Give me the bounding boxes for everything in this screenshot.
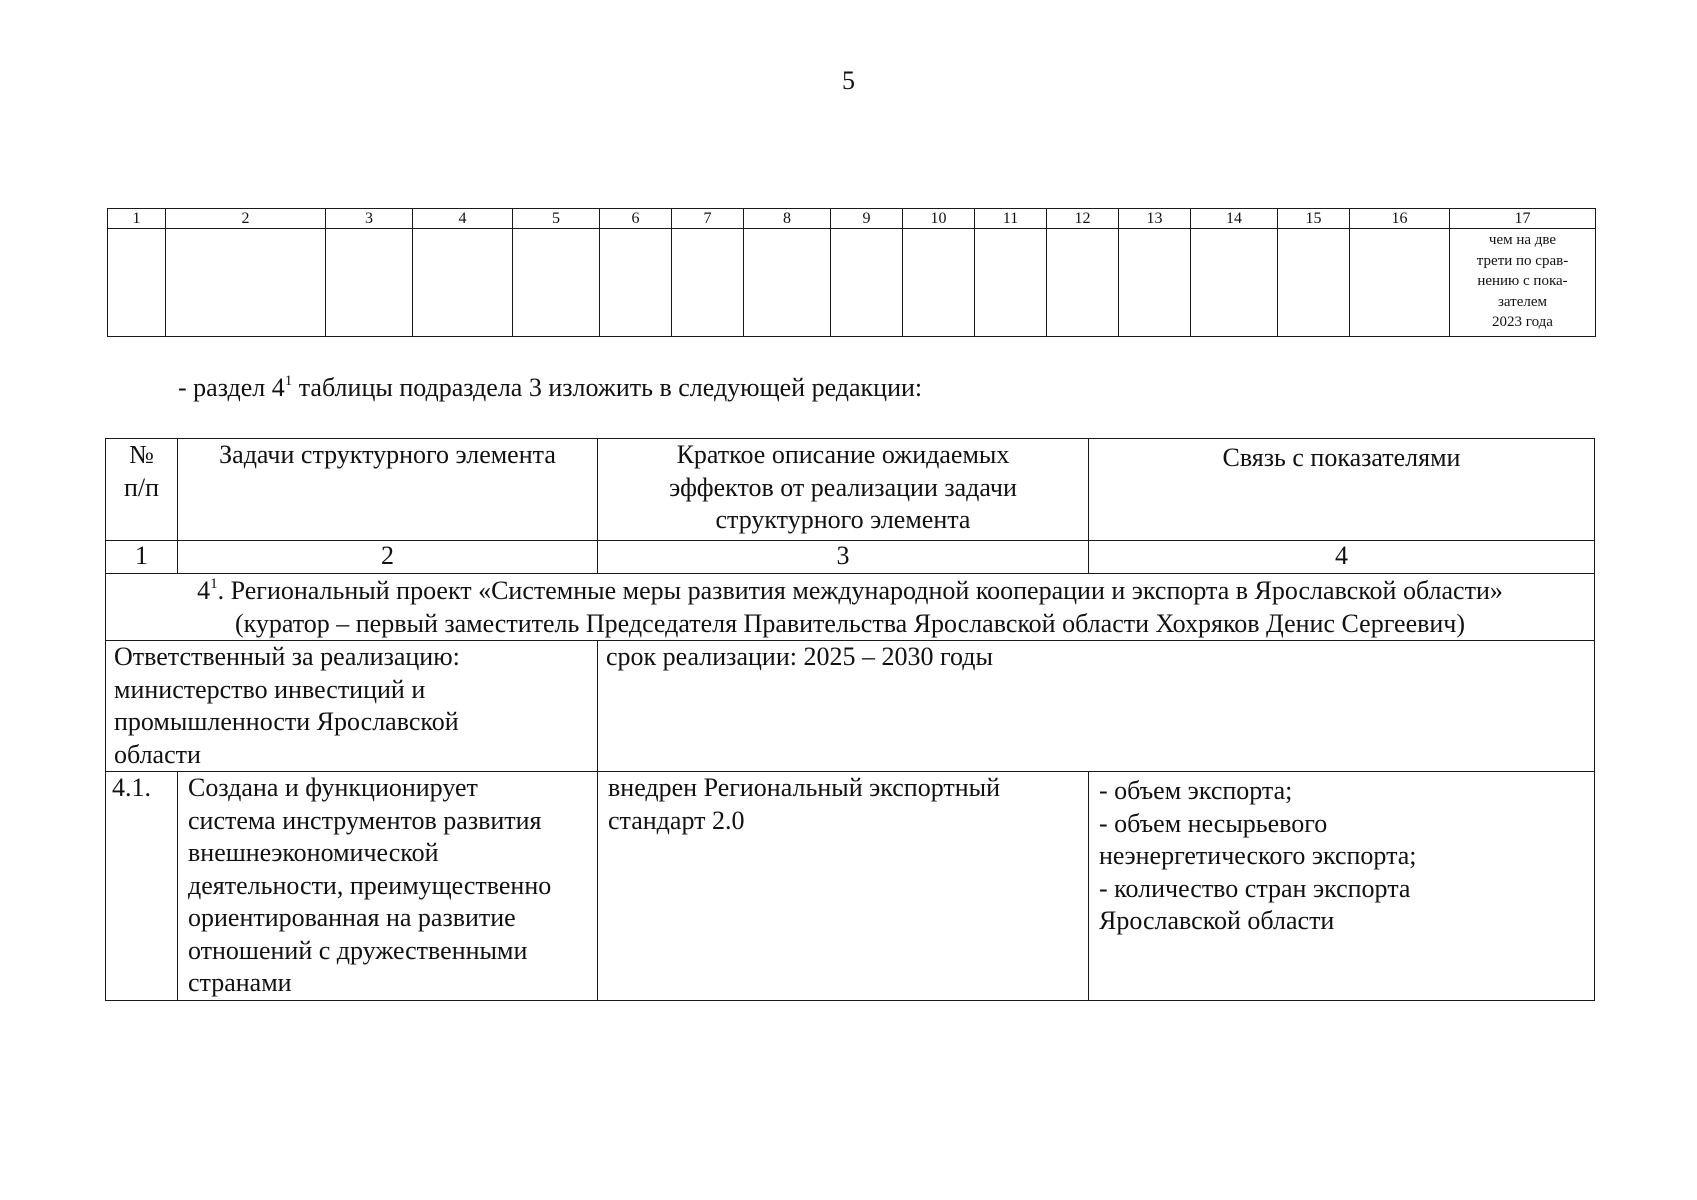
column-number: 8	[744, 209, 831, 229]
amendment-instruction	[178, 372, 922, 404]
column-number: 13	[1119, 209, 1191, 229]
column-number: 17	[1450, 209, 1596, 229]
header-number: № п/п	[106, 439, 178, 541]
intro-prefix: - раздел 4	[178, 373, 285, 402]
column-number-row	[108, 209, 1596, 229]
empty-cell	[672, 229, 744, 337]
empty-cell	[831, 229, 903, 337]
section-line-1	[106, 574, 1594, 607]
column-number: 6	[600, 209, 672, 229]
column-number: 10	[903, 209, 975, 229]
section-number: 4	[197, 576, 211, 605]
empty-cell	[1191, 229, 1278, 337]
empty-cell	[975, 229, 1047, 337]
empty-cell	[413, 229, 513, 337]
header-row	[106, 439, 1595, 541]
empty-cell	[513, 229, 600, 337]
continuation-table	[107, 208, 1596, 337]
empty-cell	[1278, 229, 1350, 337]
section-curator: (куратор – первый заместитель Председателя Правительства Ярославской области Хохряков Денис Сергеевич)	[234, 609, 1466, 638]
responsible-row	[106, 641, 1595, 772]
tasks-table	[105, 438, 1595, 1001]
empty-cell	[326, 229, 413, 337]
column-number: 11	[975, 209, 1047, 229]
column-number: 16	[1350, 209, 1450, 229]
row-effect: внедрен Региональный экспортный стандарт 2.0	[598, 772, 1089, 1001]
column-number: 14	[1191, 209, 1278, 229]
row-indicators: - объем экспорта; - объем несырьевого неэнергетического экспорта; - количество стран экспорта Ярославской области	[1089, 772, 1595, 1001]
column-number: 9	[831, 209, 903, 229]
implementation-term: срок реализации: 2025 – 2030 годы	[598, 641, 1595, 772]
column-number: 3	[326, 209, 413, 229]
empty-cell	[1350, 229, 1450, 337]
header-tasks: Задачи структурного элемента	[178, 439, 598, 541]
section-superscript: 1	[210, 576, 218, 592]
empty-cell	[903, 229, 975, 337]
column-number: 12	[1047, 209, 1119, 229]
column-number: 5	[513, 209, 600, 229]
row-task: Создана и функционирует система инструментов развития внешнеэкономической деятельности, преимущественно ориентированная на развитие отношений с дружественными странами	[178, 772, 598, 1001]
column-number: 7	[672, 209, 744, 229]
header-indicators: Связь с показателями	[1089, 439, 1595, 541]
column-number: 2	[166, 209, 326, 229]
intro-superscript: 1	[284, 373, 293, 389]
table-row	[106, 772, 1595, 1001]
column-number: 4	[1089, 541, 1595, 574]
column-number: 15	[1278, 209, 1350, 229]
responsible-executor: Ответственный за реализацию: министерство инвестиций и промышленности Ярославской области	[106, 641, 598, 772]
section-title	[106, 574, 1595, 641]
column-number: 2	[178, 541, 598, 574]
column-number: 3	[598, 541, 1089, 574]
column-number-row	[106, 541, 1595, 574]
column-number: 1	[108, 209, 166, 229]
row-number: 4.1.	[106, 772, 178, 1001]
empty-cell	[600, 229, 672, 337]
empty-cell	[1119, 229, 1191, 337]
section-row	[106, 574, 1595, 641]
column-number: 1	[106, 541, 178, 574]
page-number: 5	[842, 66, 855, 95]
continuation-row	[108, 229, 1596, 337]
intro-suffix: таблицы подраздела 3 изложить в следующей редакции:	[292, 373, 923, 402]
empty-cell	[744, 229, 831, 337]
column-number: 4	[413, 209, 513, 229]
empty-cell	[1047, 229, 1119, 337]
section-title-text: . Региональный проект «Системные меры развития международной кооперации и экспорта в Ярославской области»	[217, 576, 1503, 605]
empty-cell	[166, 229, 326, 337]
empty-cell	[108, 229, 166, 337]
indicator-note: чем на две трети по срав- нению с пока- зателем 2023 года	[1450, 229, 1596, 337]
header-effects: Краткое описание ожидаемых эффектов от реализации задачи структурного элемента	[598, 439, 1089, 541]
